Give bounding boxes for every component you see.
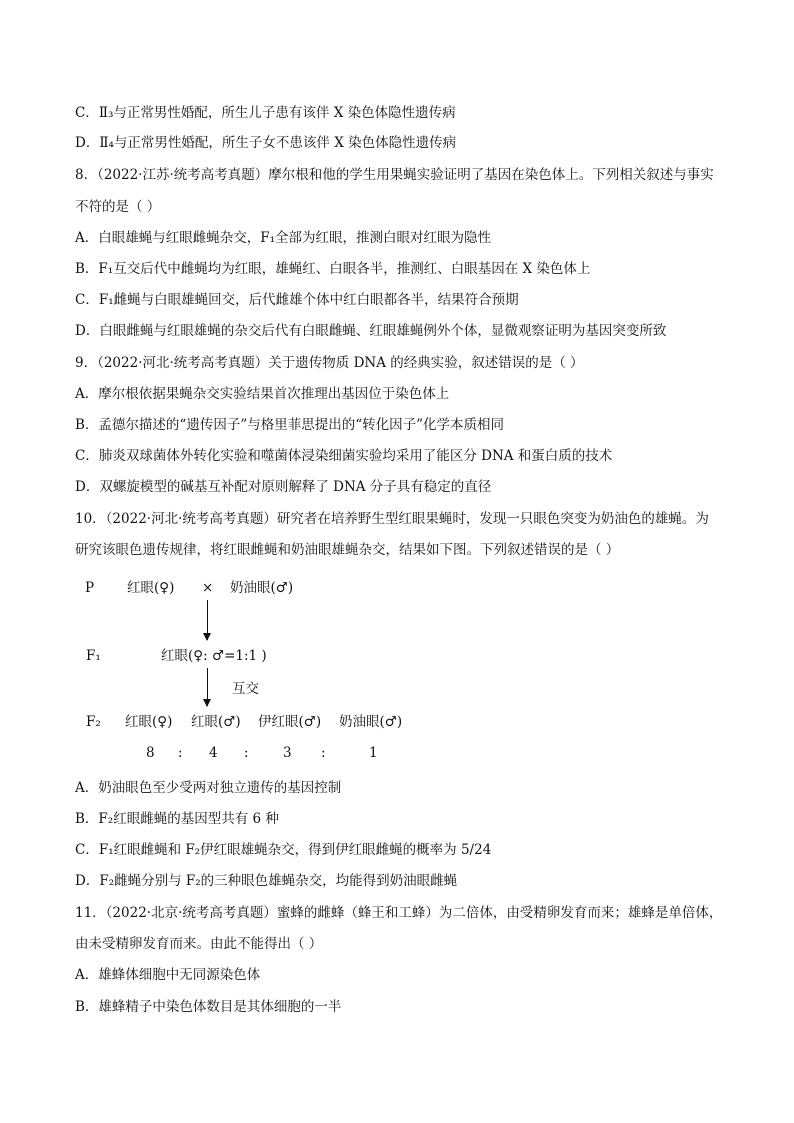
q10-option-d: D．F₂雌蝇分别与 F₂的三种眼色雄蝇杂交，均能得到奶油眼雌蝇 — [75, 873, 458, 889]
q10-option-c: C．F₁红眼雌蝇和 F₂伊红眼雄蝇杂交，得到伊红眼雌蝇的概率为 5/24 — [75, 842, 492, 858]
q8-option-b: B．F₁互交后代中雌蝇均为红眼，雄蝇红、白眼各半，推测红、白眼基因在 X 染色体上 — [75, 261, 591, 277]
f2-generation-label: F₂ — [86, 714, 101, 730]
q11-option-b: B．雄蜂精子中染色体数目是其体细胞的一半 — [75, 999, 342, 1015]
q9-option-c: C．肺炎双球菌体外转化实验和噬菌体浸染细菌实验均采用了能区分 DNA 和蛋白质的技术 — [75, 448, 613, 464]
q9-option-a: A．摩尔根依据果蝇杂交实验结果首次推理出基因位于染色体上 — [75, 386, 450, 402]
arrow-p-to-f1 — [207, 600, 208, 640]
f2-ratio-sep-2: : — [244, 745, 249, 761]
line-1: C．Ⅱ₃与正常男性婚配，所生儿子患有该伴 X 染色体隐性遗传病 — [75, 105, 456, 121]
q9-option-b: B．孟德尔描述的“遗传因子”与格里菲思提出的“转化因子”化学本质相同 — [75, 417, 505, 433]
f2-ratio-1: 8 — [146, 745, 155, 761]
line-2: D．Ⅱ₄与正常男性婚配，所生子女不患该伴 X 染色体隐性遗传病 — [75, 135, 457, 151]
question-10-stem-cont: 研究该眼色遗传规律，将红眼雌蝇和奶油眼雄蝇杂交，结果如下图。下列叙述错误的是（ ） — [75, 542, 620, 558]
f2-ratio-2: 4 — [209, 745, 218, 761]
q8-option-a: A．白眼雄蝇与红眼雌蝇杂交，F₁全部为红眼，推测白眼对红眼为隐性 — [75, 230, 492, 246]
q9-option-d: D．双螺旋模型的碱基互补配对原则解释了 DNA 分子具有稳定的直径 — [75, 479, 492, 495]
intercross-label: 互交 — [232, 681, 259, 697]
f2-ratio-3: 3 — [283, 745, 292, 761]
f1-result: 红眼(♀: ♂=1:1 ) — [161, 648, 267, 664]
f2-phenotype-2: 红眼(♂) — [191, 714, 241, 730]
f2-phenotype-1: 红眼(♀) — [125, 714, 173, 730]
question-11-stem-cont: 由未受精卵发育而来。由此不能得出（ ） — [75, 936, 323, 952]
f2-ratio-sep-1: : — [178, 745, 183, 761]
cross-symbol: × — [202, 580, 214, 596]
arrow-f1-to-f2 — [207, 668, 208, 706]
p-male: 奶油眼(♂) — [230, 580, 294, 596]
question-10-stem: 10．（2022·河北·统考高考真题）研究者在培养野生型红眼果蝇时，发现一只眼色突变为奶油色的雄蝇。为 — [75, 511, 709, 527]
f2-phenotype-3: 伊红眼(♂) — [258, 714, 322, 730]
question-11-stem: 11．（2022·北京·统考高考真题）蜜蜂的雌蜂（蜂王和工蜂）为二倍体，由受精卵发育而来；雄蜂是单倍体， — [75, 905, 723, 921]
f2-ratio-sep-3: : — [321, 745, 326, 761]
q8-option-d: D．白眼雌蝇与红眼雄蝇的杂交后代有白眼雌蝇、红眼雄蝇例外个体，显微观察证明为基因突变所致 — [75, 323, 667, 339]
q10-option-b: B．F₂红眼雌蝇的基因型共有 6 种 — [75, 811, 279, 827]
q8-option-c: C．F₁雌蝇与白眼雄蝇回交，后代雌雄个体中红白眼都各半，结果符合预期 — [75, 292, 519, 308]
question-8-stem-cont: 不符的是（ ） — [75, 199, 161, 215]
p-female: 红眼(♀) — [127, 580, 175, 596]
p-generation-label: P — [85, 580, 95, 596]
f2-phenotype-4: 奶油眼(♂) — [339, 714, 403, 730]
question-8-stem: 8．（2022·江苏·统考高考真题）摩尔根和他的学生用果蝇实验证明了基因在染色体上。下列相关叙述与事实 — [75, 167, 714, 183]
q11-option-a: A．雄蜂体细胞中无同源染色体 — [75, 967, 261, 983]
f1-generation-label: F₁ — [86, 648, 101, 664]
q10-option-a: A．奶油眼色至少受两对独立遗传的基因控制 — [75, 780, 342, 796]
f2-ratio-4: 1 — [369, 745, 378, 761]
question-9-stem: 9．（2022·河北·统考高考真题）关于遗传物质 DNA 的经典实验，叙述错误的是（ ） — [75, 355, 584, 371]
